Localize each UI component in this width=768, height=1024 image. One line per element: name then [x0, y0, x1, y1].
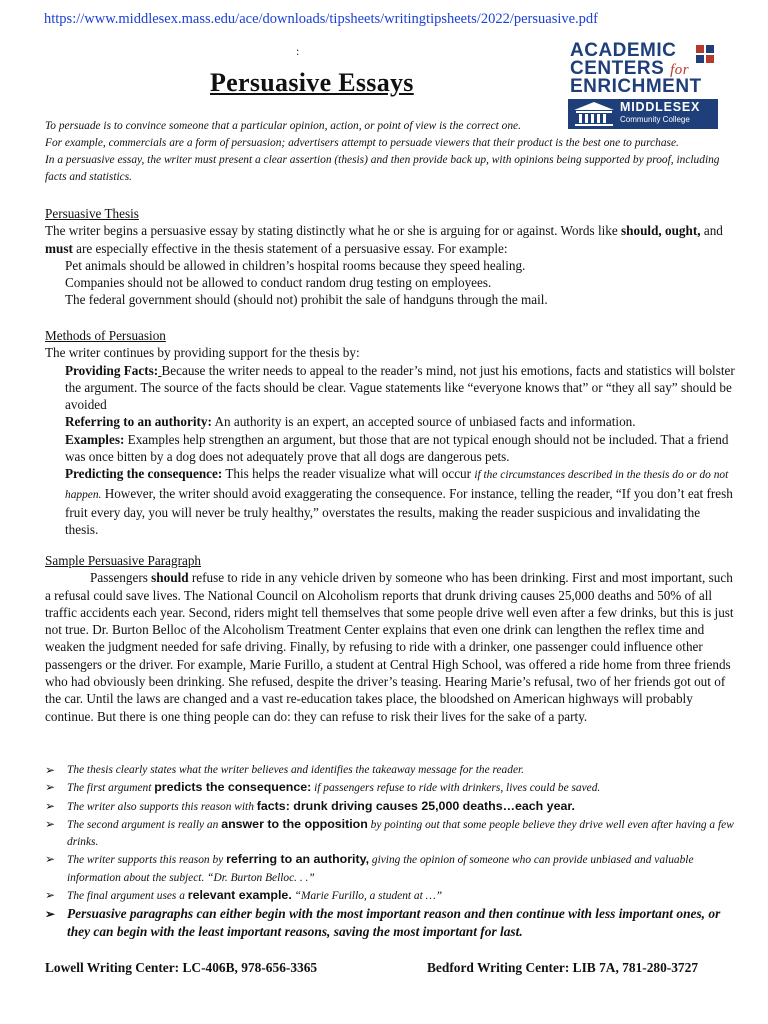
- thesis-paragraph: [45, 222, 735, 257]
- bullet-item: [45, 762, 735, 779]
- ace-logo: [568, 42, 718, 130]
- method-authority: [45, 413, 735, 430]
- stray-colon: :: [296, 44, 300, 58]
- method-facts-text: Because the writer needs to appeal to the reader’s mind, not just his emotions, facts and statistics will bolster the argument. The source of the facts should be clear. Vague statements like “everyone knows that” or “they all say” should be avoided: [65, 362, 735, 413]
- bullet-emphasis: relevant example.: [187, 888, 292, 903]
- bullet-item: [45, 905, 735, 941]
- bullet-text: The final argument uses a: [67, 890, 188, 903]
- sample-section: [45, 552, 735, 725]
- source-url[interactable]: https://www.middlesex.mass.edu/ace/downloads/tipsheets/writingtipsheets/2022/persuasive.pdf: [44, 11, 599, 27]
- method-predict-text: This helps the reader visualize what will occur: [222, 466, 475, 482]
- footer-bedford: Bedford Writing Center: LIB 7A, 781-280-3727: [427, 960, 699, 975]
- sample-text-start: Passengers: [90, 570, 152, 586]
- method-predict: [45, 465, 735, 538]
- page-title: Persuasive Essays: [210, 68, 414, 97]
- intro-line: In a persuasive essay, the writer must present a clear assertion (thesis) and then provide back up, with opinions being supported by proof, including facts and statistics.: [45, 154, 720, 183]
- thesis-example: Companies should not be allowed to conduct random drug testing on employees.: [65, 275, 492, 291]
- logo-square-red: [696, 45, 704, 53]
- bullet-text: The second argument is really an: [67, 818, 222, 831]
- sample-text: refuse to ride in any vehicle driven by someone who has been drinking. First and most important, such a refusal could save lives. The National Council on Alcoholism reports that drunk driving causes 25,000 deaths and 50% of all traffic accidents each year. Second, riders might tell themselves that some people drive well even after a few drinks, but this is just not true. Dr. Burton Belloc of the Alcoholism Treatment Center explains that even one drink can lengthen the reflex time and weaken the judgment needed for safe driving. Finally, by refusing to ride with a drinker, one passenger could influence other passengers or the driver. For example, Marie Furillo, a student at Central High School, was offered a ride home from three friends who had obviously been drinking. She refused, despite the driver’s teasing. Hearing Marie’s refusal, two of her friends got out of the car. Until the laws are changed and a vast re-education takes place, the bloodshed on American highways will probably continue. But there is one thing people can do: they can refuse to risk their lives for the sake of a party.: [45, 570, 734, 724]
- thesis-keyword-must: must: [45, 240, 73, 256]
- analysis-bullets: [45, 762, 735, 941]
- methods-heading: Methods of Persuasion: [45, 328, 166, 343]
- bullet-item: [45, 887, 735, 905]
- arrow-bullet-icon: ➢: [45, 907, 56, 922]
- arrow-bullet-icon: ➢: [45, 852, 56, 867]
- method-facts: [45, 362, 735, 414]
- logo-line-enrichment: ENRICHMENT: [570, 76, 702, 97]
- bullet-text: The writer supports this reason by: [67, 854, 227, 867]
- method-examples: [45, 431, 735, 466]
- thesis-heading: Persuasive Thesis: [45, 206, 139, 221]
- arrow-bullet-icon: ➢: [45, 763, 56, 777]
- bullet-text: The first argument: [67, 782, 155, 795]
- bullet-item: [45, 851, 735, 887]
- logo-square-red: [706, 55, 714, 63]
- bullet-emphasis: facts: drunk driving causes 25,000 deaths…each year.: [256, 798, 575, 813]
- thesis-example: The federal government should (should not) prohibit the sale of handguns through the mail.: [65, 292, 548, 308]
- methods-intro: The writer continues by providing support for the thesis by:: [45, 345, 360, 361]
- bullet-text: giving the opinion of someone who can provide unbiased and valuable information about the subject. “Dr. Burton Belloc. . .”: [67, 854, 694, 884]
- bullet-text: “Marie Furillo, a student at …”: [291, 890, 443, 903]
- methods-section: [45, 327, 735, 539]
- logo-college-name: MIDDLESEX: [620, 100, 701, 114]
- logo-college-sub: Community College: [620, 115, 690, 124]
- method-predict-italic: if the circumstances described in the thesis do or do not happen.: [65, 469, 729, 501]
- sample-should: should: [151, 570, 189, 586]
- intro-line: To persuade is to convince someone that a particular opinion, action, or point of view is the correct one.: [45, 120, 521, 132]
- bullet-emphasis: referring to an authority,: [226, 852, 370, 867]
- bullet-text: The writer also supports this reason with: [67, 800, 257, 813]
- method-predict-label: Predicting the consequence:: [65, 466, 223, 482]
- arrow-bullet-icon: ➢: [45, 888, 56, 903]
- logo-line-academic: ACADEMIC: [570, 40, 677, 61]
- bullet-item: [45, 779, 735, 797]
- intro-paragraph: [45, 118, 725, 186]
- bullet-text: if passengers refuse to ride with drinkers, lives could be saved.: [311, 782, 601, 795]
- bullet-item: [45, 798, 735, 816]
- sample-heading: Sample Persuasive Paragraph: [45, 553, 202, 568]
- bullet-emphasis: predicts the consequence:: [154, 780, 312, 795]
- bullet-text: The thesis clearly states what the writer believes and identifies the takeaway message for the reader.: [67, 764, 525, 776]
- arrow-bullet-icon: ➢: [45, 816, 56, 831]
- arrow-bullet-icon: ➢: [45, 780, 56, 795]
- thesis-example: Pet animals should be allowed in children’s hospital rooms because they speed healing.: [65, 257, 526, 273]
- method-facts-label: Providing Facts:: [65, 362, 159, 378]
- intro-line: For example, commercials are a form of persuasion; advertisers attempt to persuade viewers that their product is the best one to purchase.: [45, 137, 679, 149]
- method-authority-text: An authority is an expert, an accepted source of unbiased facts and information.: [211, 414, 636, 430]
- arrow-bullet-icon: ➢: [45, 798, 56, 813]
- logo-word-centers: CENTERS: [570, 58, 665, 79]
- method-predict-text-end: However, the writer should avoid exaggerating the consequence. For instance, telling the reader, “If you don’t eat fresh fruit every day, you will never be truly healthy,” overstates the results, making the reader suspicious and invalidating the thesis.: [65, 485, 733, 538]
- footer-lowell: Lowell Writing Center: LC-406B, 978-656-3365: [45, 960, 318, 975]
- method-authority-label: Referring to an authority:: [65, 414, 212, 430]
- thesis-and: and: [700, 223, 723, 239]
- thesis-keywords: should, ought,: [621, 223, 701, 239]
- logo-word-for: for: [670, 62, 690, 78]
- method-examples-label: Examples:: [65, 431, 125, 447]
- method-examples-text: Examples help strengthen an argument, but those that are not typical enough should not be included. That a friend was once bitten by a dog does not adequately prove that all dogs are dangerous pets.: [65, 431, 729, 465]
- thesis-text: The writer begins a persuasive essay by stating distinctly what he or she is arguing for or against. Words like: [45, 223, 618, 239]
- thesis-section: [45, 205, 735, 309]
- bullet-emphasis: answer to the opposition: [221, 816, 368, 831]
- sample-paragraph: [45, 569, 735, 725]
- bullet-item: [45, 816, 735, 852]
- bullet-text: by pointing out that some people believe they drive well even after having a few drinks.: [67, 818, 734, 849]
- thesis-text-end: are especially effective in the thesis statement of a persuasive essay. For example:: [72, 240, 508, 256]
- logo-square-navy: [706, 45, 714, 53]
- logo-square-navy: [696, 55, 704, 63]
- bullet-text-bold: Persuasive paragraphs can either begin with the most important reason and then continue with less important ones, or they can begin with the least important reasons, saving the most important for last.: [67, 906, 721, 940]
